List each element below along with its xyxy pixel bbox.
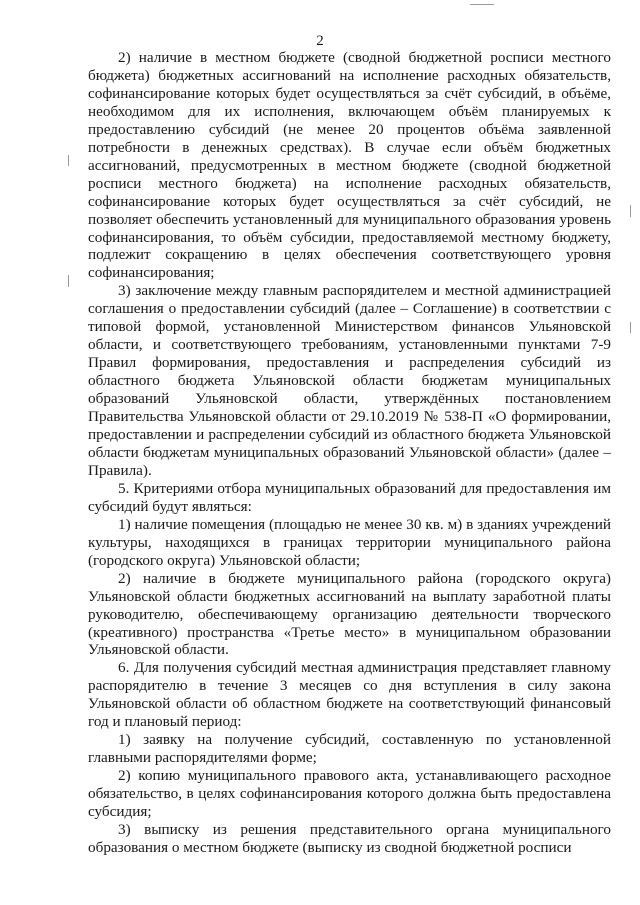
- document-body: [88, 49, 611, 857]
- paragraph: 2) копию муниципального правового акта, устанавливающего расходное обязательство, в целях софинансирования которого должна быть предоставлена субсидия;: [88, 767, 611, 821]
- scan-artifact-left-1: [68, 155, 69, 166]
- paragraph: 5. Критериями отбора муниципальных образований для предоставления им субсидий будут являться:: [88, 479, 611, 515]
- page-number: 2: [316, 33, 324, 49]
- scan-artifact-right-1: [630, 205, 631, 217]
- paragraph: 1) наличие помещения (площадью не менее 30 кв. м) в зданиях учреждений культуры, находящихся в границах территории муниципального района (городского округа) Ульяновской области;: [88, 515, 611, 569]
- paragraph: 3) выписку из решения представительного органа муниципального образования о местном бюджете (выписку из сводной бюджетной росписи: [88, 820, 611, 856]
- scan-artifact-left-2: [68, 275, 69, 287]
- paragraph: 1) заявку на получение субсидий, составленную по установленной главными распорядителями форме;: [88, 731, 611, 767]
- paragraph: 2) наличие в бюджете муниципального района (городского округа) Ульяновской области бюджетных ассигнований на выплату заработной платы руководителю, обеспечивающему организацию деятельности творческого (креативного) пространства «Третье место» в муниципальном образовании Ульяновской области.: [88, 569, 611, 659]
- scan-artifact-top: [470, 4, 494, 5]
- paragraph: 3) заключение между главным распорядителем и местной администрацией соглашения о предоставлении субсидий (далее – Соглашение) в соответствии с типовой формой, установленной Министерством финансов Ульяновской области, и соответствующего требованиям, установленными пунктами 7-9 Правил формирования, предоставления и распределения субсидий из областного бюджета Ульяновской области бюджетам муниципальных образований Ульяновской области, утверждённых постановлением Правительства Ульяновской области от 29.10.2019 № 538-П «О формировании, предоставлении и распределении субсидий из областного бюджета Ульяновской области бюджетам муниципальных образований Ульяновской области» (далее – Правила).: [88, 282, 611, 479]
- paragraph: 2) наличие в местном бюджете (сводной бюджетной росписи местного бюджета) бюджетных ассигнований на исполнение расходных обязательств, софинансирование которых будет осуществляться за счёт субсидий, в объёме, необходимом для их исполнения, включающем объём планируемых к предоставлению субсидий (не менее 20 процентов объёма заявленной потребности в денежных средствах). В случае если объём бюджетных ассигнований, предусмотренных в местном бюджете (сводной бюджетной росписи местного бюджета) на исполнение расходных обязательств, софинансирование которых будет осуществляться за счёт субсидий, не позволяет обеспечить установленный для муниципального образования уровень софинансирования, то объём субсидии, предоставляемой местному бюджету, подлежит сокращению в целях обеспечения соответствующего уровня софинансирования;: [88, 49, 611, 282]
- paragraph: 6. Для получения субсидий местная администрация представляет главному распорядителю в течение 3 месяцев со дня вступления в силу закона Ульяновской области об областном бюджете на соответствующий финансовый год и плановый период:: [88, 659, 611, 731]
- scan-artifact-right-2: [630, 322, 631, 333]
